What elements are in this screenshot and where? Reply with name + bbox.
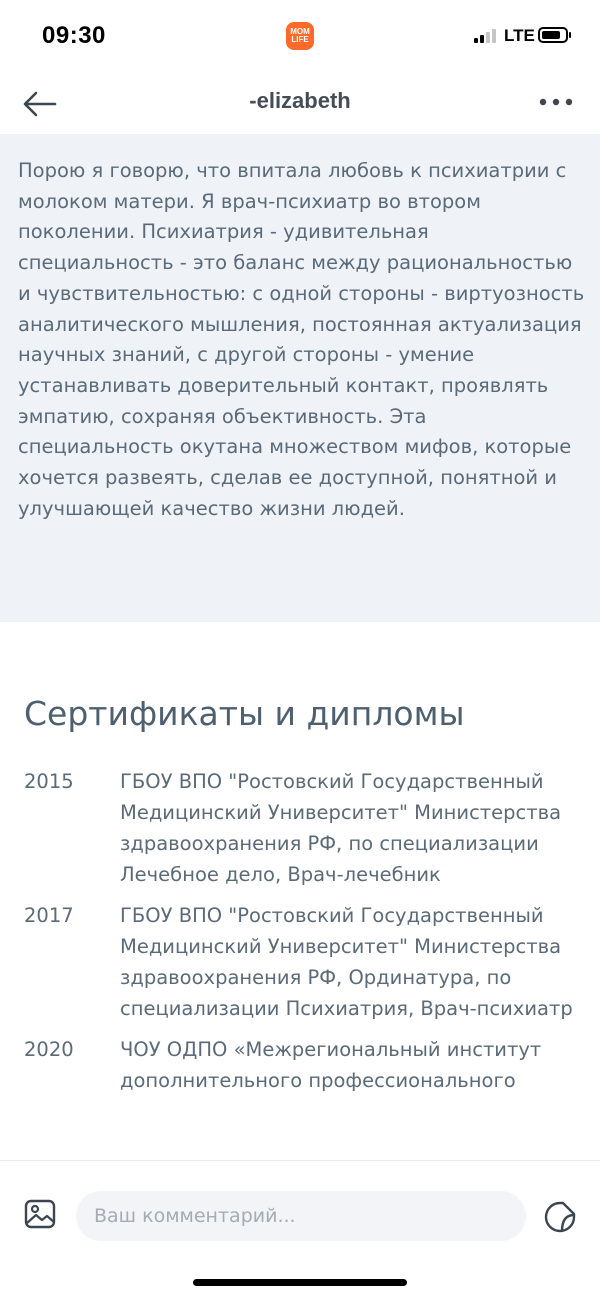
comment-bar bbox=[0, 1160, 600, 1297]
comment-input[interactable] bbox=[76, 1191, 526, 1241]
bio-text: Порою я говорю, что впитала любовь к психиатрии с молоком матери. Я врач-психиатр во втором поколении. Психиатрия - удивительная специальность - это баланс между рациональностью и чувствительностью: с одной стороны - виртуозность аналитического мышления, постоянная актуализация научных знаний, с другой стороны - умение устанавливать доверительный контакт, проявлять эмпатию, сохраняя объективность. Эта специальность окутана множеством мифов, которые хочется развеять, сделав ее доступной, понятной и улучшающей качество жизни людей. bbox=[18, 159, 585, 520]
certificate-item bbox=[24, 1034, 584, 1096]
nav-bar bbox=[0, 70, 600, 134]
network-type: LTE bbox=[504, 26, 535, 45]
certificate-year: 2020 bbox=[24, 1038, 74, 1061]
home-indicator bbox=[193, 1279, 407, 1286]
bio-section bbox=[0, 134, 600, 622]
sticker-button[interactable] bbox=[540, 1197, 580, 1237]
battery-icon bbox=[538, 27, 568, 43]
page-title: -elizabeth bbox=[249, 88, 351, 113]
certificate-year: 2017 bbox=[24, 904, 74, 927]
more-dots-icon bbox=[539, 98, 573, 106]
certificates-heading: Сертификаты и дипломы bbox=[24, 694, 465, 733]
certificate-description: ЧОУ ОДПО «Межрегиональный институт дополнительного профессионального bbox=[120, 1038, 542, 1092]
attach-image-button[interactable] bbox=[22, 1197, 58, 1231]
certificate-description: ГБОУ ВПО "Ростовский Государственный Медицинский Университет" Министерства здравоохранения РФ, по специализации Лечебное дело, Врач-лечебник bbox=[120, 770, 562, 886]
signal-icon bbox=[474, 29, 498, 43]
status-time: 09:30 bbox=[42, 22, 106, 49]
certificate-item bbox=[24, 766, 584, 890]
more-options-button[interactable] bbox=[536, 88, 576, 116]
status-bar bbox=[0, 0, 600, 70]
certificate-description: ГБОУ ВПО "Ростовский Государственный Медицинский Университет" Министерства здравоохранения РФ, Ординатура, по специализации Психиатрия, Врач-психиатр bbox=[120, 904, 573, 1020]
image-icon bbox=[24, 1199, 56, 1229]
certificates-list bbox=[24, 766, 584, 1106]
mom-life-app-icon bbox=[286, 22, 314, 50]
app-badge-label: MOM LIFE bbox=[290, 27, 310, 44]
certificate-year: 2015 bbox=[24, 770, 74, 793]
certificate-item bbox=[24, 900, 584, 1024]
sticker-icon bbox=[543, 1200, 577, 1234]
